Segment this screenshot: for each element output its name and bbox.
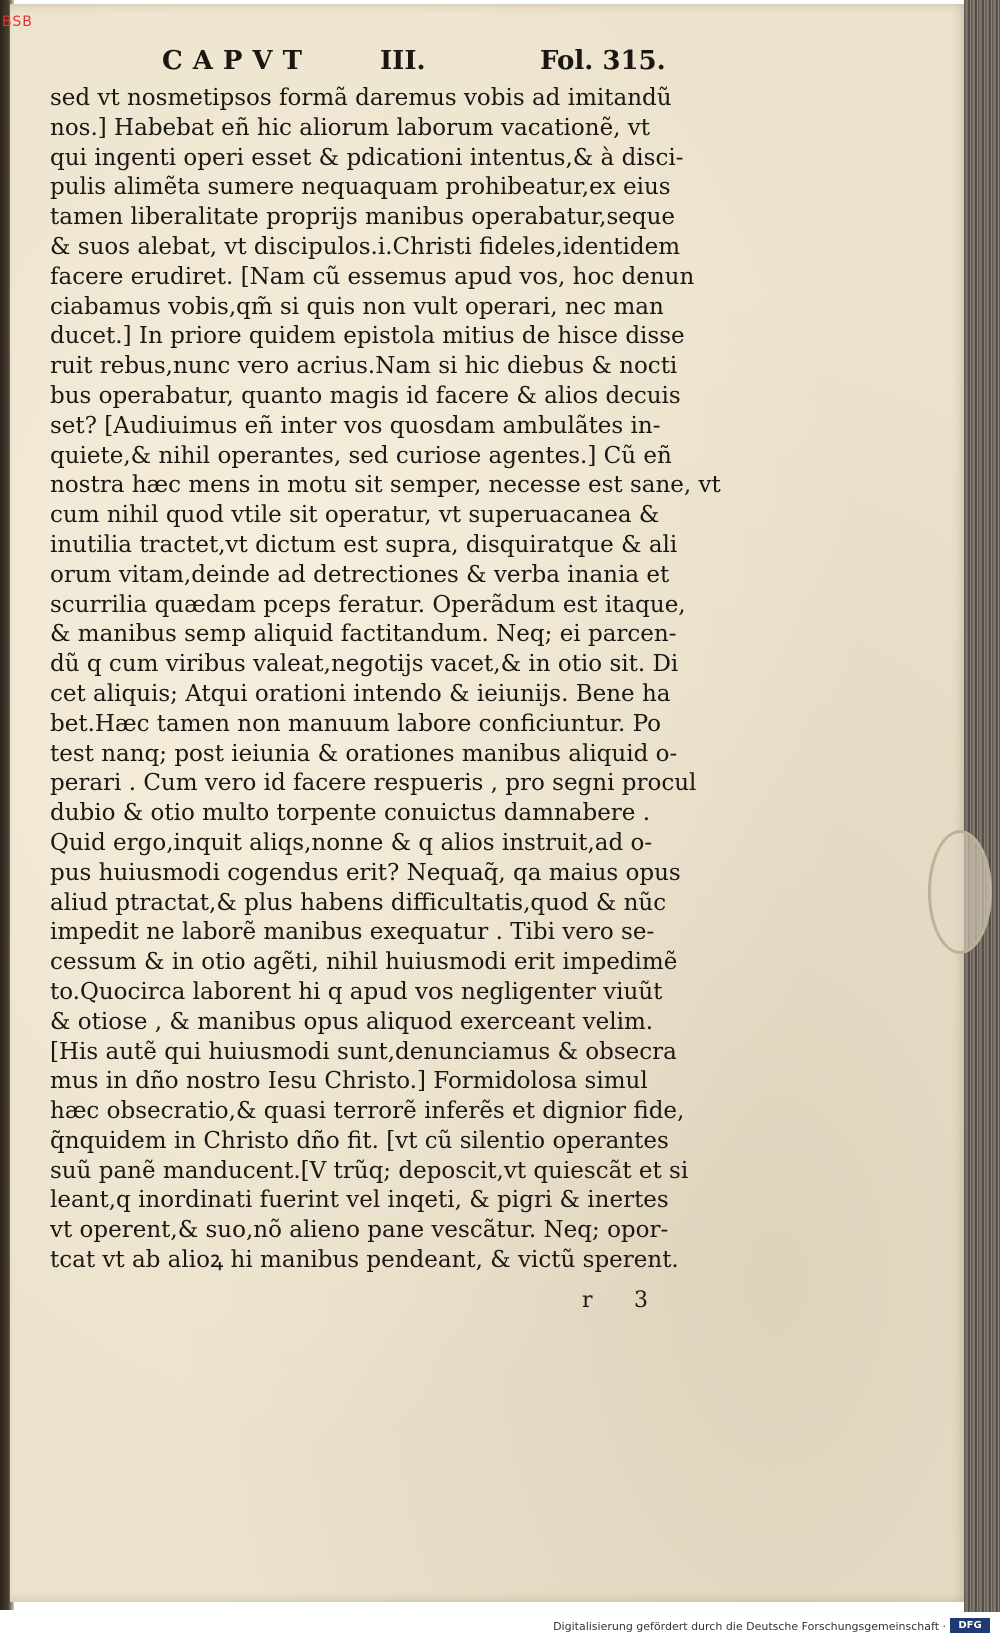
- signature-letter: r: [582, 1288, 593, 1313]
- text-line: pus huiusmodi cogendus erit? Nequaq̃, qa maius opus: [50, 859, 681, 886]
- text-line: dũ q cum viribus valeat,negotijs vacet,& in otio sit. Di: [50, 651, 679, 678]
- text-line: impedit ne laborẽ manibus exequatur . Tibi vero se-: [50, 919, 655, 946]
- text-line: ruit rebus,nunc vero acrius.Nam si hic diebus & nocti: [50, 353, 678, 380]
- text-line: inutilia tractet,vt dictum est supra, disquiratque & ali: [50, 531, 678, 558]
- text-line: cessum & in otio agẽti, nihil huiusmodi erit impedimẽ: [50, 949, 678, 976]
- text-line: vt operent,& suo,nõ alieno pane vescãtur. Neq; opor-: [50, 1217, 669, 1244]
- text-line: bet.Hæc tamen non manuum labore conficiuntur. Po: [50, 710, 661, 737]
- digitization-footer: [0, 1612, 1000, 1641]
- text-line: sed vt nosmetipsos formã daremus vobis ad imitandũ: [50, 85, 672, 111]
- text-line: nostra hæc mens in motu sit semper, necesse est sane, vt: [50, 472, 721, 499]
- text-line: cum nihil quod vtile sit operatur, vt superuacanea &: [50, 502, 660, 529]
- text-line: tcat vt ab alioꝝ hi manibus pendeant, & victũ sperent.: [50, 1247, 679, 1274]
- folio-number: Fol. 315.: [540, 46, 666, 76]
- text-line: dubio & otio multo torpente conuictus damnabere .: [50, 800, 651, 827]
- text-line: scurrilia quædam pceps feratur. Operãdum est itaque,: [50, 591, 686, 618]
- book-fore-edge: [964, 0, 1000, 1612]
- funding-notice: Digitalisierung gefördert durch die Deutsche Forschungsgemeinschaft ·: [553, 1620, 946, 1633]
- text-line: orum vitam,deinde ad detrectiones & verba inania et: [50, 561, 670, 588]
- text-line: ciabamus vobis,qm̃ si quis non vult operari, nec man: [50, 293, 664, 320]
- text-line: to.Quocirca laborent hi q apud vos negligenter viuũt: [50, 978, 663, 1005]
- text-line: quiete,& nihil operantes, sed curiose agentes.] Cũ eñ: [50, 442, 672, 469]
- text-line: test nanq; post ieiunia & orationes manibus aliquid o-: [50, 740, 678, 767]
- book-clasp: [928, 830, 992, 954]
- running-header: [58, 40, 748, 80]
- text-line: & manibus semp aliquid factitandum. Neq; ei parcen-: [50, 621, 677, 648]
- text-line: cet aliquis; Atqui orationi intendo & ieiunijs. Bene ha: [50, 680, 671, 707]
- running-title: CAPVT: [162, 46, 312, 76]
- page-body-text: [50, 84, 750, 1276]
- text-line: tamen liberalitate proprijs manibus operabatur,seque: [50, 204, 676, 231]
- library-mark: BSB: [2, 14, 33, 30]
- text-line: qui ingenti operi esset & pdicationi intentus,& à disci-: [50, 144, 684, 171]
- text-line: Quid ergo,inquit aliqs,nonne & q alios instruit,ad o-: [50, 829, 653, 856]
- dfg-logo: DFG: [950, 1618, 990, 1633]
- signature-mark: [582, 1288, 648, 1313]
- text-line: pulis alimẽta sumere nequaquam prohibeatur,ex eius: [50, 174, 671, 201]
- chapter-number: III.: [380, 46, 426, 76]
- text-line: leant,q inordinati fuerint vel inqeti, & pigri & inertes: [50, 1187, 669, 1214]
- text-line: & suos alebat, vt discipulos.i.Christi fideles,identidem: [50, 233, 681, 260]
- text-line: [His autẽ qui huiusmodi sunt,denunciamus & obsecra: [50, 1038, 677, 1065]
- text-line: bus operabatur, quanto magis id facere & alios decuis: [50, 382, 681, 409]
- text-line: facere erudiret. [Nam cũ essemus apud vos, hoc denun: [50, 263, 695, 290]
- text-line: aliud ptractat,& plus habens difficultatis,quod & nũc: [50, 889, 667, 916]
- text-line: nos.] Habebat eñ hic aliorum laborum vacationẽ, vt: [50, 114, 651, 141]
- text-line: ducet.] In priore quidem epistola mitius de hisce disse: [50, 323, 685, 350]
- text-line: & otiose , & manibus opus aliquod exerceant velim.: [50, 1008, 654, 1035]
- text-line: suũ panẽ manducent.[V trũq; deposcit,vt quiescãt et si: [50, 1157, 689, 1184]
- text-line: perari . Cum vero id facere respueris , pro segni procul: [50, 770, 697, 797]
- text-line: mus in dño nostro Iesu Christo.] Formidolosa simul: [50, 1068, 648, 1095]
- text-line: set? [Audiuimus eñ inter vos quosdam ambulãtes in-: [50, 412, 661, 439]
- text-line: hæc obsecratio,& quasi terrorẽ inferẽs et dignior fide,: [50, 1098, 685, 1125]
- text-line: q̃nquidem in Christo dño fit. [vt cũ silentio operantes: [50, 1127, 669, 1154]
- signature-number: 3: [634, 1288, 648, 1313]
